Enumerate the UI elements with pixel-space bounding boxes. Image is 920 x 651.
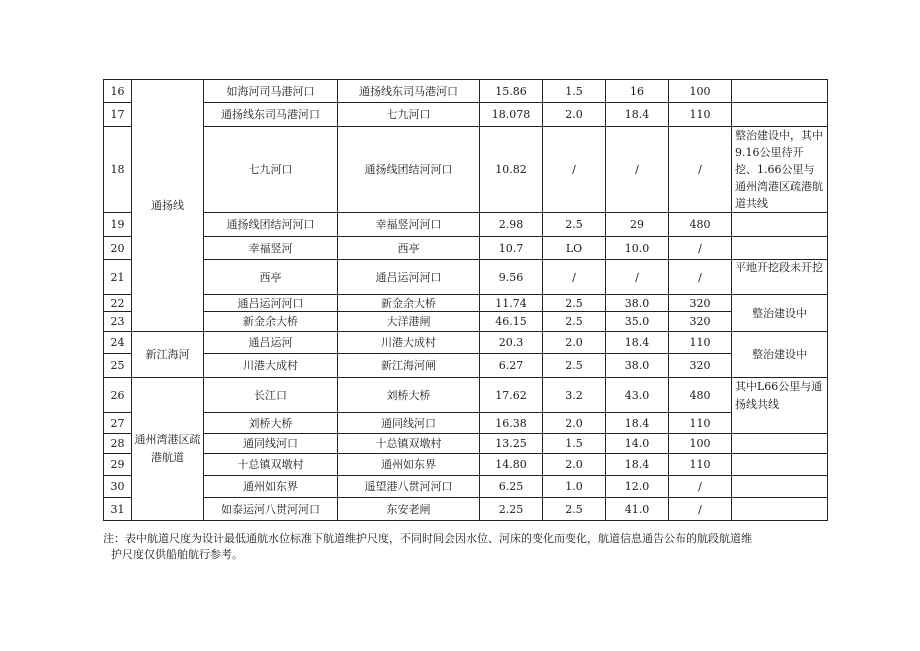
- to-point: 大洋港闸: [338, 312, 480, 332]
- depth: 2.0: [543, 332, 606, 354]
- width: 18.4: [606, 413, 669, 434]
- width: 18.4: [606, 454, 669, 476]
- row-number: 25: [104, 354, 132, 378]
- length: 16.38: [480, 413, 543, 434]
- remark: [732, 498, 828, 521]
- radius: 480: [669, 378, 732, 413]
- from-point: 如海河司马港河口: [204, 80, 338, 103]
- from-point: 如泰运河八贯河河口: [204, 498, 338, 521]
- to-point: 西亭: [338, 237, 480, 260]
- remark: 整治建设中: [732, 332, 828, 378]
- depth: /: [543, 260, 606, 295]
- remark: [732, 237, 828, 260]
- from-point: 川港大成村: [204, 354, 338, 378]
- length: 6.27: [480, 354, 543, 378]
- from-point: 通吕运河河口: [204, 295, 338, 312]
- depth: 2.5: [543, 295, 606, 312]
- to-point: 十总镇双墩村: [338, 434, 480, 454]
- radius: 320: [669, 312, 732, 332]
- table-row: [104, 312, 828, 332]
- table-row: [104, 354, 828, 378]
- table-row: [104, 237, 828, 260]
- remark: [732, 476, 828, 498]
- footnote-line-2: 护尺度仅供船舶航行参考。: [111, 548, 243, 561]
- depth: 2.0: [543, 413, 606, 434]
- remark: [732, 454, 828, 476]
- width: 41.0: [606, 498, 669, 521]
- length: 2.98: [480, 213, 543, 237]
- row-number: 26: [104, 378, 132, 413]
- remark: 平地开挖段未开挖: [732, 260, 828, 295]
- depth: 1.0: [543, 476, 606, 498]
- depth: 2.5: [543, 498, 606, 521]
- remark: [732, 434, 828, 454]
- width: /: [606, 127, 669, 213]
- row-number: 31: [104, 498, 132, 521]
- from-point: 通州如东界: [204, 476, 338, 498]
- depth: 2.0: [543, 103, 606, 127]
- width: 14.0: [606, 434, 669, 454]
- length: 10.82: [480, 127, 543, 213]
- radius: 320: [669, 354, 732, 378]
- from-point: 通扬线东司马港河口: [204, 103, 338, 127]
- radius: 320: [669, 295, 732, 312]
- row-number: 21: [104, 260, 132, 295]
- radius: /: [669, 127, 732, 213]
- row-number: 16: [104, 80, 132, 103]
- table-row: [104, 378, 828, 413]
- table-footnote: [103, 531, 833, 563]
- to-point: 川港大成村: [338, 332, 480, 354]
- width: 43.0: [606, 378, 669, 413]
- table-row: [104, 260, 828, 295]
- radius: 110: [669, 103, 732, 127]
- depth: 2.5: [543, 312, 606, 332]
- waterway-table: [103, 79, 828, 521]
- table-row: [104, 332, 828, 354]
- width: 18.4: [606, 332, 669, 354]
- to-point: 通州如东界: [338, 454, 480, 476]
- radius: 100: [669, 80, 732, 103]
- from-point: 通扬线团结河河口: [204, 213, 338, 237]
- width: 38.0: [606, 295, 669, 312]
- from-point: 通吕运河: [204, 332, 338, 354]
- radius: /: [669, 498, 732, 521]
- radius: 480: [669, 213, 732, 237]
- row-number: 23: [104, 312, 132, 332]
- radius: 110: [669, 413, 732, 434]
- radius: 110: [669, 454, 732, 476]
- row-number: 27: [104, 413, 132, 434]
- width: /: [606, 260, 669, 295]
- depth: 1.5: [543, 434, 606, 454]
- width: 35.0: [606, 312, 669, 332]
- from-point: 十总镇双墩村: [204, 454, 338, 476]
- length: 11.74: [480, 295, 543, 312]
- depth: /: [543, 127, 606, 213]
- width: 10.0: [606, 237, 669, 260]
- group-tongyang: 通扬线: [132, 80, 204, 332]
- row-number: 22: [104, 295, 132, 312]
- from-point: 新金余大桥: [204, 312, 338, 332]
- length: 17.62: [480, 378, 543, 413]
- remark: [732, 213, 828, 237]
- from-point: 刘桥大桥: [204, 413, 338, 434]
- table-row: [104, 413, 828, 434]
- from-point: 长江口: [204, 378, 338, 413]
- depth: LO: [543, 237, 606, 260]
- to-point: 通吕运河河口: [338, 260, 480, 295]
- to-point: 通同线河口: [338, 413, 480, 434]
- group-label: 通州湾港区疏港航道: [134, 433, 201, 464]
- width: 38.0: [606, 354, 669, 378]
- table-row: [104, 103, 828, 127]
- to-point: 新金余大桥: [338, 295, 480, 312]
- to-point: 新江海河闸: [338, 354, 480, 378]
- table-row: [104, 434, 828, 454]
- footnote-line-1: 注：表中航道尺度为设计最低通航水位标准下航道维护尺度，不同时间会因水位、河床的变化而变化，航道信息通告公布的航段航道维: [103, 532, 752, 545]
- remark-text: 其中L66公里与通扬线共线: [735, 380, 823, 411]
- radius: 110: [669, 332, 732, 354]
- width: 16: [606, 80, 669, 103]
- length: 46.15: [480, 312, 543, 332]
- length: 13.25: [480, 434, 543, 454]
- row-number: 17: [104, 103, 132, 127]
- group-tongzhouwan: [132, 378, 204, 521]
- depth: 1.5: [543, 80, 606, 103]
- radius: /: [669, 476, 732, 498]
- radius: 100: [669, 434, 732, 454]
- from-point: 通同线河口: [204, 434, 338, 454]
- table-row: [104, 454, 828, 476]
- to-point: 通扬线团结河河口: [338, 127, 480, 213]
- table-row: [104, 80, 828, 103]
- remark: 整治建设中，其中9.16公里待开挖、1.66公里与通州湾港区疏港航道共线: [732, 127, 828, 213]
- table-row: [104, 213, 828, 237]
- remark: [732, 378, 828, 434]
- length: 20.3: [480, 332, 543, 354]
- row-number: 19: [104, 213, 132, 237]
- length: 18.078: [480, 103, 543, 127]
- table-row: [104, 127, 828, 213]
- table-row: [104, 476, 828, 498]
- width: 29: [606, 213, 669, 237]
- length: 9.56: [480, 260, 543, 295]
- from-point: 七九河口: [204, 127, 338, 213]
- length: 6.25: [480, 476, 543, 498]
- length: 2.25: [480, 498, 543, 521]
- depth: 3.2: [543, 378, 606, 413]
- to-point: 遥望港八贯河河口: [338, 476, 480, 498]
- row-number: 30: [104, 476, 132, 498]
- remark: 整治建设中: [732, 295, 828, 332]
- to-point: 七九河口: [338, 103, 480, 127]
- to-point: 刘桥大桥: [338, 378, 480, 413]
- to-point: 通扬线东司马港河口: [338, 80, 480, 103]
- length: 14.80: [480, 454, 543, 476]
- depth: 2.0: [543, 454, 606, 476]
- remark: [732, 103, 828, 127]
- table-row: [104, 295, 828, 312]
- row-number: 18: [104, 127, 132, 213]
- table-row: [104, 498, 828, 521]
- row-number: 20: [104, 237, 132, 260]
- radius: /: [669, 237, 732, 260]
- radius: /: [669, 260, 732, 295]
- to-point: 东安老闸: [338, 498, 480, 521]
- row-number: 29: [104, 454, 132, 476]
- group-xinjianghai: 新江海河: [132, 332, 204, 378]
- to-point: 幸福竖河河口: [338, 213, 480, 237]
- width: 12.0: [606, 476, 669, 498]
- remark: [732, 80, 828, 103]
- length: 15.86: [480, 80, 543, 103]
- width: 18.4: [606, 103, 669, 127]
- depth: 2.5: [543, 213, 606, 237]
- row-number: 24: [104, 332, 132, 354]
- depth: 2.5: [543, 354, 606, 378]
- length: 10.7: [480, 237, 543, 260]
- row-number: 28: [104, 434, 132, 454]
- from-point: 西亭: [204, 260, 338, 295]
- from-point: 幸福竖河: [204, 237, 338, 260]
